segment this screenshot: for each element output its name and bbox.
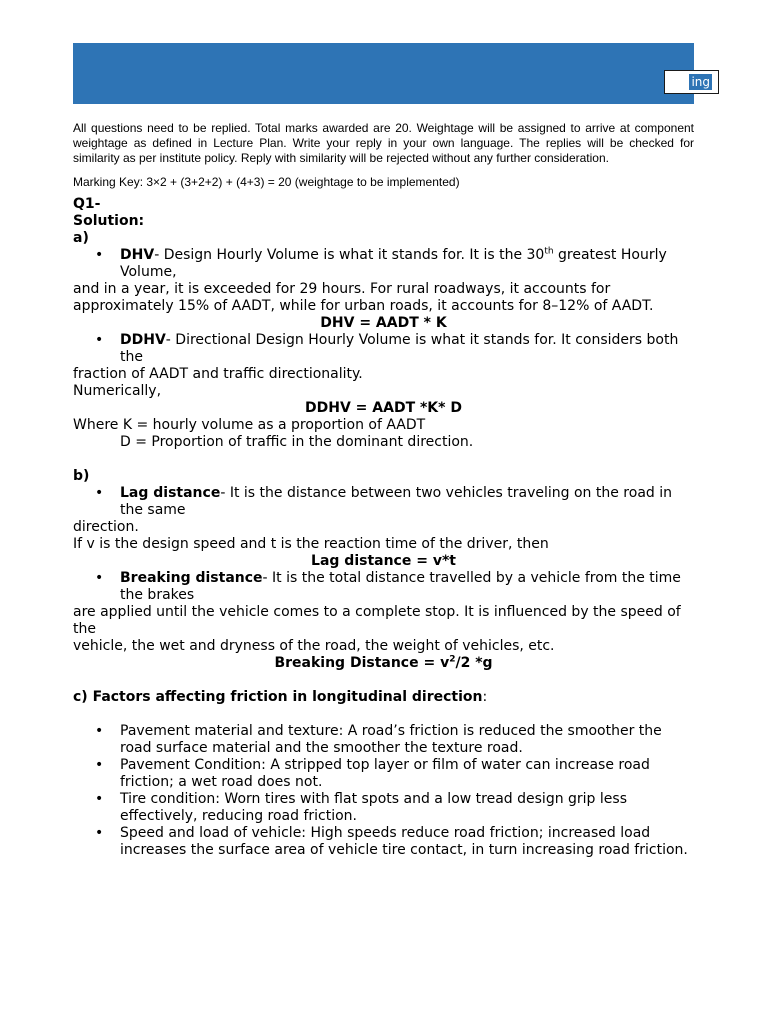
part-c-heading-text: c) Factors affecting friction in longitudinal direction <box>73 689 483 705</box>
bullet-dot-icon: • <box>95 332 104 348</box>
spacer <box>73 672 694 689</box>
instructions-paragraph: All questions need to be replied. Total marks awarded are 20. Weightage will be assigned to arrive at component weightage as defined in Lecture Plan. Write your reply in your own language. The replies will be checked for similarity as per institute policy. Reply with similarity will be rejected without any further consideration. <box>73 121 694 165</box>
ddhv-continuation-1: fraction of AADT and traffic directionality. <box>73 366 363 382</box>
friction-factor-text: Speed and load of vehicle: High speeds reduce road friction; increased load increases the surface area of vehicle tire contact, in turn increasing road friction. <box>120 825 688 858</box>
dhv-formula: DHV = AADT * K <box>320 315 447 331</box>
header-tag-text: ing <box>691 75 710 89</box>
spacer <box>73 451 694 468</box>
breaking-formula <box>73 655 694 672</box>
bullet-dot-icon: • <box>95 791 104 807</box>
breaking-formula-superscript: 2 <box>449 654 456 665</box>
solution-label: Solution: <box>73 213 145 229</box>
where-d-definition: D = Proportion of traffic in the dominant direction. <box>120 434 474 450</box>
part-b-label: b) <box>73 468 90 484</box>
bullet-dot-icon: • <box>95 485 104 501</box>
breaking-formula-2: /2 *g <box>455 655 493 671</box>
ddhv-term: DDHV <box>120 332 166 348</box>
lag-continuation-2: If v is the design speed and t is the reaction time of the driver, then <box>73 536 549 552</box>
friction-factor-text: Pavement Condition: A stripped top layer or film of water can increase road friction; a wet road does not. <box>120 757 650 790</box>
part-a-label: a) <box>73 230 89 246</box>
breaking-formula-1: Breaking Distance = v <box>274 655 450 671</box>
dhv-bullet <box>73 247 694 281</box>
dhv-continuation: and in a year, it is exceeded for 29 hours. For rural roadways, it accounts for approximately 15% of AADT, while for urban roads, it accounts for 8–12% of AADT. <box>73 281 654 314</box>
breaking-continuation-2: vehicle, the wet and dryness of the road, the weight of vehicles, etc. <box>73 638 555 654</box>
part-c-colon: : <box>482 689 488 705</box>
bullet-dot-icon: • <box>95 723 104 739</box>
lag-formula: Lag distance = v*t <box>311 553 456 569</box>
ddhv-formula: DDHV = AADT *K* D <box>305 400 462 416</box>
lag-text: - It is the distance between two vehicles traveling on the road in the same <box>120 485 672 518</box>
breaking-continuation-1: are applied until the vehicle comes to a complete stop. It is influenced by the speed of the <box>73 604 681 637</box>
bullet-dot-icon: • <box>95 757 104 773</box>
friction-factor-text: Tire condition: Worn tires with flat spots and a low tread design grip less effectively, reducing road friction. <box>120 791 627 824</box>
spacer <box>73 706 694 723</box>
lag-continuation-1: direction. <box>73 519 139 535</box>
document-body <box>73 121 694 859</box>
part-c-heading <box>73 689 694 706</box>
dhv-term: DHV <box>120 247 155 263</box>
ddhv-text: - Directional Design Hourly Volume is what it stands for. It considers both the <box>120 332 679 365</box>
breaking-text: - It is the total distance travelled by a vehicle from the time the brakes <box>120 570 681 603</box>
ddhv-continuation-2: Numerically, <box>73 383 162 399</box>
breaking-term: Breaking distance <box>120 570 263 586</box>
dhv-text-1: - Design Hourly Volume is what it stands for. It is the 30 <box>154 247 545 263</box>
dhv-superscript: th <box>544 246 554 257</box>
bullet-dot-icon: • <box>95 570 104 586</box>
friction-factor-item <box>73 825 694 859</box>
lag-bullet <box>73 485 694 519</box>
ddhv-bullet <box>73 332 694 366</box>
breaking-bullet <box>73 570 694 604</box>
dhv-text-2: greatest Hourly Volume, <box>120 247 667 280</box>
header-banner <box>73 43 694 104</box>
where-k-definition: Where K = hourly volume as a proportion of AADT <box>73 417 426 433</box>
friction-factor-text: Pavement material and texture: A road’s friction is reduced the smoother the road surface material and the smoother the texture road. <box>120 723 662 756</box>
bullet-dot-icon: • <box>95 825 104 841</box>
header-tag <box>664 70 719 94</box>
friction-factor-item <box>73 757 694 791</box>
friction-factor-item <box>73 723 694 757</box>
marking-key: Marking Key: 3×2 + (3+2+2) + (4+3) = 20 (weightage to be implemented) <box>73 175 460 189</box>
friction-factor-item <box>73 791 694 825</box>
answer-section <box>73 196 694 859</box>
lag-term: Lag distance <box>120 485 221 501</box>
bullet-dot-icon: • <box>95 247 104 263</box>
question-title: Q1- <box>73 196 101 212</box>
